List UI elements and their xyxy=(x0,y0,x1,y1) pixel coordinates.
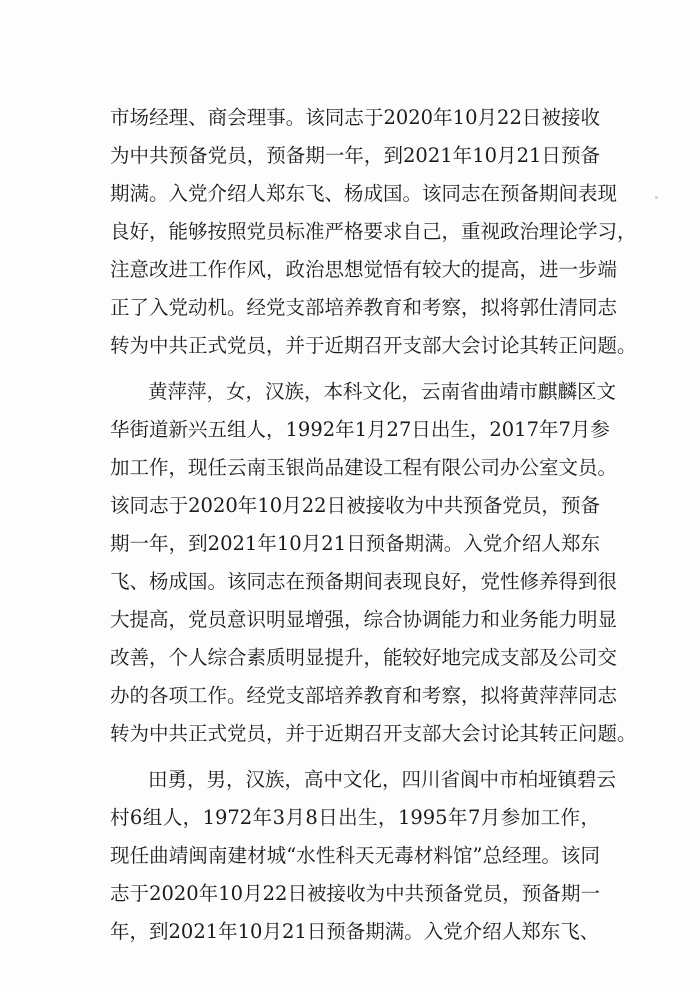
text-line: 期一年，到2021年10月21日预备期满。入党介绍人郑东 xyxy=(110,532,600,555)
text-line: 田勇，男，汉族，高中文化，四川省阆中市柏垭镇碧云 xyxy=(148,768,617,791)
text-line: 办的各项工作。经党支部培养教育和考察，拟将黄萍萍同志 xyxy=(110,684,618,707)
text-line: 转为中共正式党员，并于近期召开支部大会讨论其转正问题。 xyxy=(110,722,637,745)
text-line: 村6组人，1972年3月8日出生，1995年7月参加工作， xyxy=(110,806,600,829)
text-line: 市场经理、商会理事。该同志于2020年10月22日被接收 xyxy=(110,106,600,129)
text-line: 飞、杨成国。该同志在预备期间表现良好，党性修养得到很 xyxy=(110,570,618,593)
text-line: 现任曲靖闽南建材城“水性科天无毒材料馆”总经理。该同 xyxy=(110,844,600,867)
text-line: 年，到2021年10月21日预备期满。入党介绍人郑东飞、 xyxy=(110,920,600,943)
text-line: 志于2020年10月22日被接收为中共预备党员，预备期一 xyxy=(110,882,600,905)
text-line: 注意改进工作作风，政治思想觉悟有较大的提高，进一步端 xyxy=(110,258,618,281)
text-line: 改善，个人综合素质明显提升，能较好地完成支部及公司交 xyxy=(110,646,618,669)
text-line: 加工作，现任云南玉银尚品建设工程有限公司办公室文员。 xyxy=(110,456,618,479)
text-line: 华街道新兴五组人，1992年1月27日出生，2017年7月参 xyxy=(110,418,610,441)
text-line: 良好，能够按照党员标准严格要求自己，重视政治理论学习， xyxy=(110,220,637,243)
text-line: 该同志于2020年10月22日被接收为中共预备党员，预备 xyxy=(110,494,600,517)
text-line: 正了入党动机。经党支部培养教育和考察，拟将郭仕清同志 xyxy=(110,296,618,319)
text-line: 大提高，党员意识明显增强，综合协调能力和业务能力明显 xyxy=(110,608,618,631)
text-line: 期满。入党介绍人郑东飞、杨成国。该同志在预备期间表现 xyxy=(110,182,618,205)
scan-speck xyxy=(655,196,658,199)
text-line: 转为中共正式党员，并于近期召开支部大会讨论其转正问题。 xyxy=(110,334,637,357)
text-line: 为中共预备党员，预备期一年，到2021年10月21日预备 xyxy=(110,144,600,167)
text-line: 黄萍萍，女，汉族，本科文化，云南省曲靖市麒麟区文 xyxy=(148,380,617,403)
